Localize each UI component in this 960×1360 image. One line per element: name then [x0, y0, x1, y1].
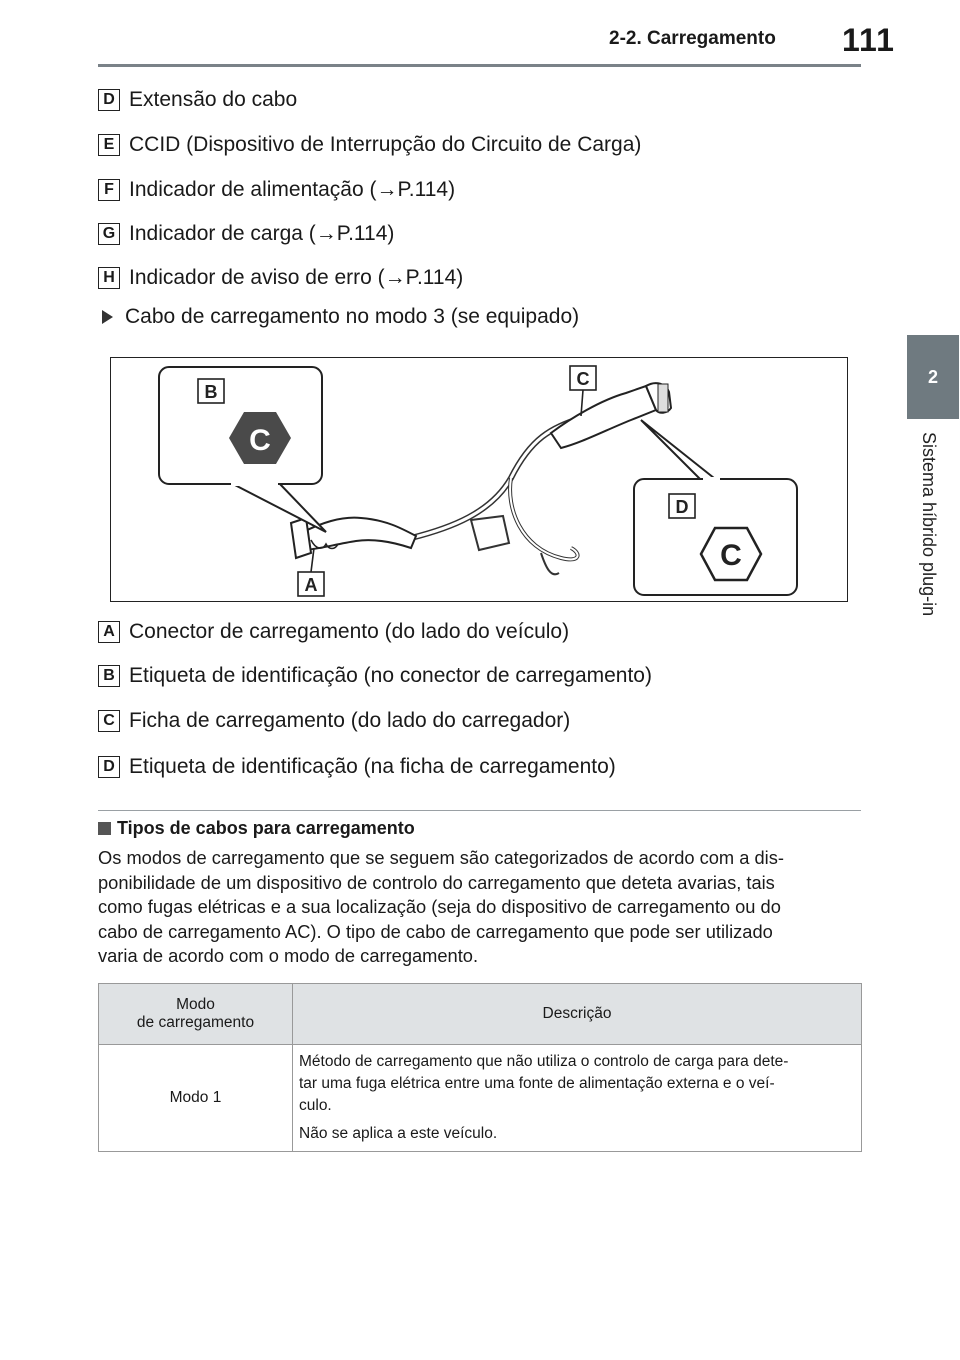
callout-label: A [98, 621, 120, 643]
legend-item [98, 221, 394, 247]
description-note: Não se aplica a este veículo. [299, 1125, 498, 1142]
legend-text: Extensão do cabo [129, 88, 298, 111]
legend-text: Indicador de carga (→P.114) [129, 222, 395, 245]
description-line: tar uma fuga elétrica entre uma fonte de alimentação externa e o veí- [299, 1075, 775, 1092]
callout-label: D [98, 89, 120, 111]
legend-item [98, 87, 297, 113]
table-header-row [99, 984, 862, 1045]
header-mode-line2: de carregamento [136, 1014, 255, 1031]
table-row [99, 1045, 862, 1152]
charging-modes-table [98, 983, 862, 1152]
legend-text: CCID (Dispositivo de Interrupção do Circuito de Carga) [129, 133, 642, 156]
paragraph-line: ponibilidade de um dispositivo de controlo do carregamento que deteta avarias, tais [98, 871, 775, 893]
subheading-text: Cabo de carregamento no modo 3 (se equipado) [125, 305, 580, 328]
callout-b: B [204, 382, 218, 402]
callout-label: E [98, 134, 120, 156]
section-divider [98, 810, 861, 811]
charging-plug [551, 386, 656, 448]
callout-pointer-right [641, 420, 719, 482]
legend-item [98, 265, 463, 291]
cell-mode: Modo 1 [99, 1045, 293, 1152]
callout-c: C [576, 369, 590, 389]
paragraph-line: Os modos de carregamento que se seguem são categorizados de acordo com a dis- [98, 847, 784, 868]
page-number: 111 [842, 22, 895, 58]
callout-seam-left [231, 482, 278, 486]
header-divider [98, 64, 861, 67]
callout-label: F [98, 179, 120, 201]
callout-label: D [98, 756, 120, 778]
legend-item [98, 177, 455, 203]
paragraph-line: varia de acordo com o modo de carregamento. [98, 945, 479, 967]
cell-description [293, 1045, 862, 1152]
legend-item [98, 619, 569, 645]
callout-label: B [98, 665, 120, 687]
charging-cable-illustration [110, 357, 848, 602]
badge-letter-right: C [720, 539, 742, 572]
callout-label: C [98, 710, 120, 732]
charging-plug-face [658, 384, 668, 412]
section-heading [98, 818, 415, 839]
callout-d: D [675, 497, 689, 517]
header-description: Descrição [293, 984, 862, 1045]
section-title: 2-2. Carregamento [609, 28, 776, 49]
legend-text: Ficha de carregamento (do lado do carregador) [129, 709, 571, 732]
triangle-bullet-icon [102, 310, 113, 324]
legend-text: Indicador de alimentação (→P.114) [129, 178, 456, 201]
cable-loop [510, 478, 577, 559]
paragraph-line: cabo de carregamento AC). O tipo de cabo de carregamento que pode ser utilizado [98, 920, 773, 942]
subheading [102, 305, 579, 329]
header-mode [99, 984, 293, 1045]
cable-loop-inner [510, 478, 577, 559]
callout-label: G [98, 223, 120, 245]
header-mode-line1: Modo [176, 996, 215, 1013]
legend-item [98, 663, 652, 689]
callout-seam-right [703, 477, 720, 482]
paragraph-line: como fugas elétricas e a sua localização (seja do dispositivo de carregamento ou do [98, 896, 781, 918]
cable-box [471, 516, 509, 550]
legend-item [98, 708, 570, 734]
body-paragraph [98, 846, 862, 969]
legend-text: Etiqueta de identificação (no conector de carregamento) [129, 664, 652, 687]
callout-pointer-left [231, 483, 326, 532]
callout-a: A [304, 575, 318, 595]
description-line: Método de carregamento que não utiliza o controlo de carga para dete- [299, 1053, 789, 1070]
chapter-tab[interactable]: 2 [907, 335, 959, 419]
legend-text: Indicador de aviso de erro (→P.114) [129, 266, 464, 289]
section-heading-text: Tipos de cabos para carregamento [117, 818, 415, 838]
chapter-title: Sistema híbrido plug-in [919, 432, 939, 617]
legend-item [98, 132, 641, 158]
cable-diagram [111, 358, 849, 603]
badge-letter-left: C [249, 424, 271, 457]
callout-label: H [98, 267, 120, 289]
legend-item [98, 754, 616, 780]
square-bullet-icon [98, 822, 111, 835]
description-line: culo. [299, 1097, 332, 1114]
legend-text: Conector de carregamento (do lado do veículo) [129, 620, 570, 643]
legend-text: Etiqueta de identificação (na ficha de carregamento) [129, 755, 616, 778]
vehicle-connector-head [291, 518, 311, 558]
